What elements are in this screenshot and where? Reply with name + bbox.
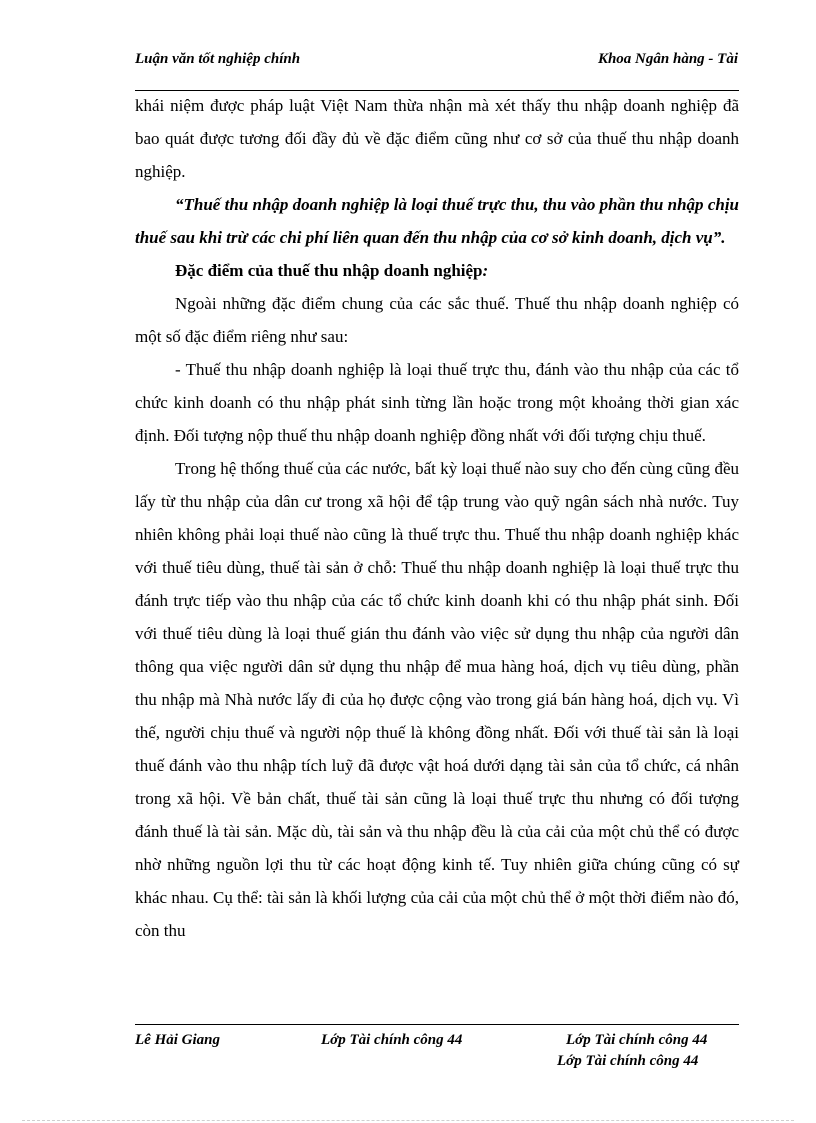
footer-class-right-repeat: Lớp Tài chính công 44 xyxy=(557,1053,699,1069)
paragraph-feature-1: - Thuế thu nhập doanh nghiệp là loại thuế trực thu, đánh vào thu nhập của các tổ chức kinh doanh có thu nhập phát sinh từng lần hoặc trong một khoảng thời gian xác định. Đối tượng nộp thuế thu nhập doanh nghiệp đồng nhất với đối tượng chịu thuế. xyxy=(135,360,739,445)
paragraph-continuation: khái niệm được pháp luật Việt Nam thừa nhận mà xét thấy thu nhập doanh nghiệp đã bao quát được tương đối đầy đủ về đặc điểm cũng như cơ sở của thuế thu nhập doanh nghiệp. xyxy=(135,96,739,181)
paragraph-comparison: Trong hệ thống thuế của các nước, bất kỳ loại thuế nào suy cho đến cùng cũng đều lấy từ thu nhập của dân cư trong xã hội để tập trung vào quỹ ngân sách nhà nước. Tuy nhiên không phải loại thuế nào cũng là thuế trực thu. Thuế thu nhập doanh nghiệp khác với thuế tiêu dùng, thuế tài sản ở chỗ: Thuế thu nhập doanh nghiệp là loại thuế trực thu đánh trực tiếp vào thu nhập của các tổ chức kinh doanh khi có thu nhập phát sinh. Đối với thuế tiêu dùng là loại thuế gián thu đánh vào việc sử dụng thu nhập của người dân thông qua việc người dân sử dụng thu nhập để mua hàng hoá, dịch vụ tiêu dùng, phần thu nhập mà Nhà nước lấy đi của họ được cộng vào trong giá bán hàng hoá, dịch vụ. Vì thế, người chịu thuế và người nộp thuế là không đồng nhất. Đối với thuế tài sản là loại thuế đánh vào thu nhập tích luỹ đã được vật hoá dưới dạng tài sản của tổ chức, cá nhân trong xã hội. Về bản chất, thuế tài sản cũng là loại thuế trực thu nhưng có đối tượng đánh thuế là tài sản. Mặc dù, tài sản và thu nhập đều là của cải của một chủ thể có được nhờ những nguồn lợi thu từ các hoạt động kinh tế. Tuy nhiên giữa chúng cũng có sự khác nhau. Cụ thể: tài sản là khối lượng của cải của một chủ thể ở một thời điểm nào đó, còn thu xyxy=(135,459,739,940)
footer-divider xyxy=(135,1024,739,1025)
definition-quote: “Thuế thu nhập doanh nghiệp là loại thuế trực thu, thu vào phần thu nhập chịu thuế sau khi trừ các chi phí liên quan đến thu nhập của cơ sở kinh doanh, dịch vụ”. xyxy=(135,195,739,247)
footer-class-right: Lớp Tài chính công 44 xyxy=(566,1032,708,1048)
page-boundary xyxy=(22,1120,794,1121)
header-thesis-title: Luận văn tốt nghiệp chính xyxy=(135,51,301,67)
section-heading xyxy=(135,254,739,287)
paragraph-intro: Ngoài những đặc điểm chung của các sắc thuế. Thuế thu nhập doanh nghiệp có một số đặc điểm riêng như sau: xyxy=(135,294,739,346)
section-heading-text: Đặc điểm của thuế thu nhập doanh nghiệp xyxy=(175,261,483,280)
document-body xyxy=(135,89,739,947)
footer-class-center: Lớp Tài chính công 44 xyxy=(321,1032,463,1048)
section-heading-colon: : xyxy=(482,261,489,280)
footer-author: Lê Hải Giang xyxy=(135,1032,220,1048)
header-faculty: Khoa Ngân hàng - Tài xyxy=(597,51,738,67)
